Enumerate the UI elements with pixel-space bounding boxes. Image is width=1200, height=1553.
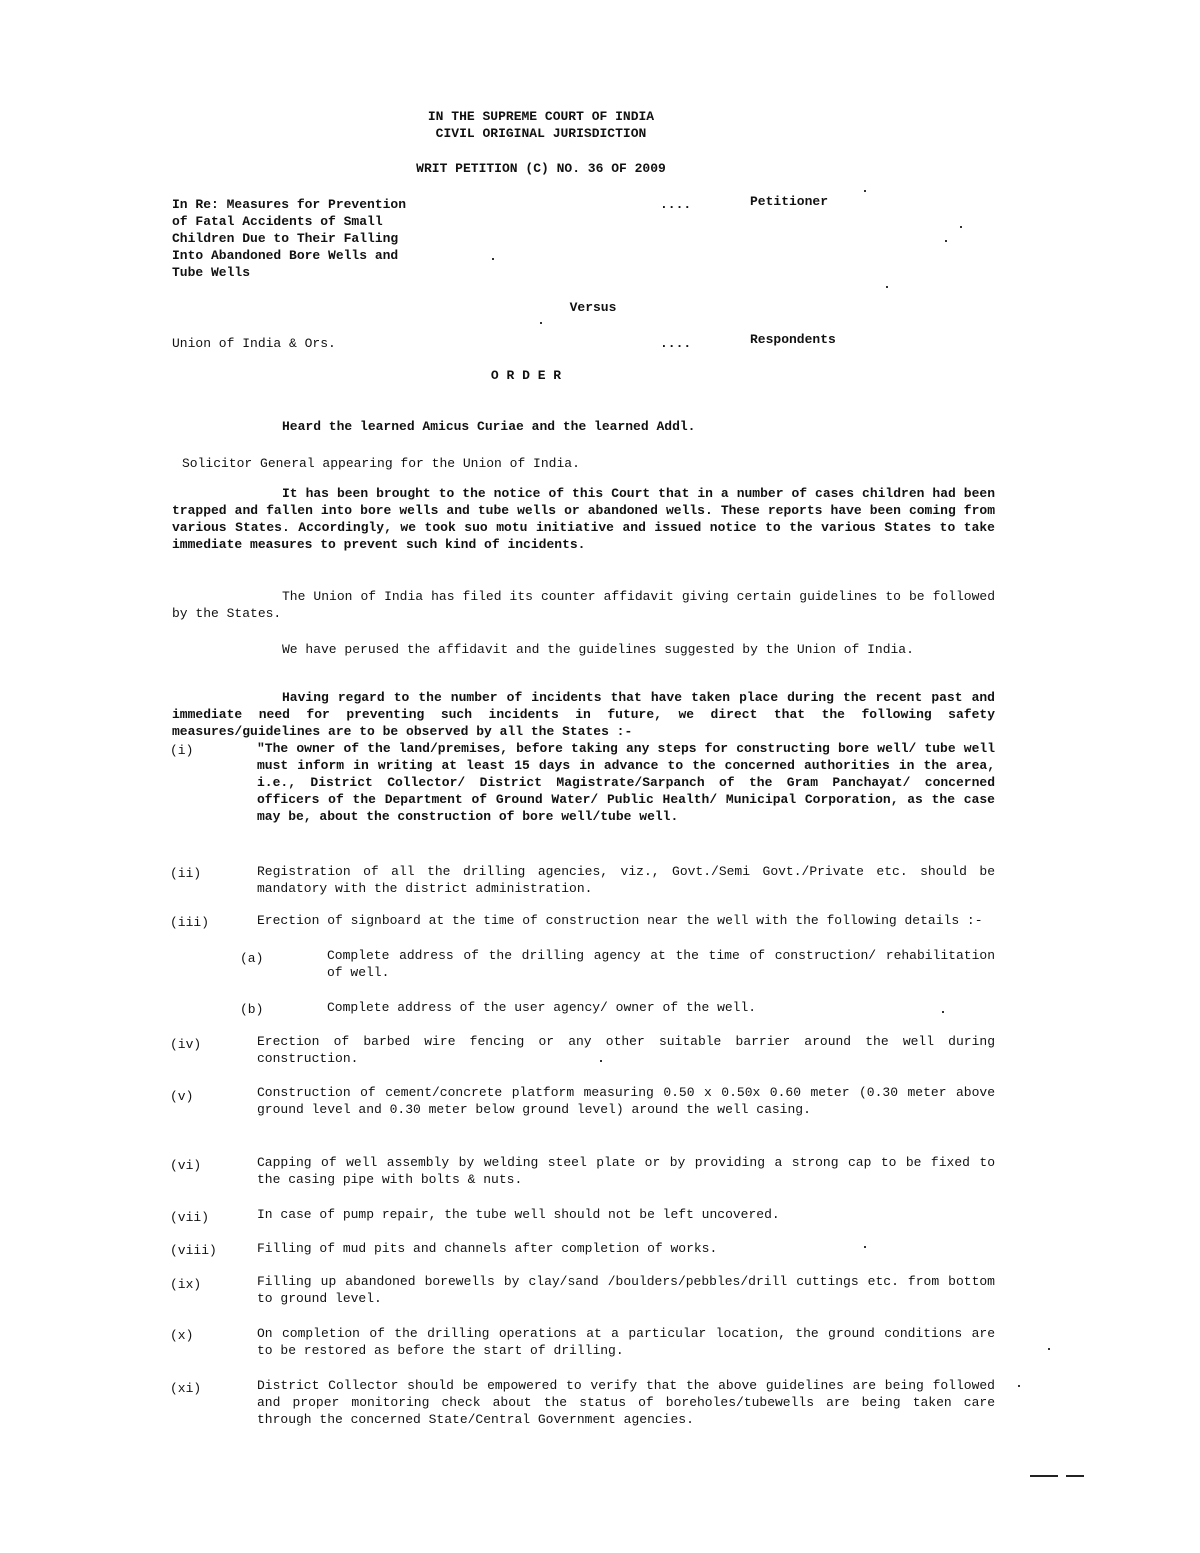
- respondent-dots: ....: [660, 336, 692, 351]
- petitioner-line: Into Abandoned Bore Wells and: [172, 248, 399, 263]
- paragraph-notice: It has been brought to the notice of this Court that in a number of cases children had been trapped and fallen into bore wells and tube wells or abandoned wells. These reports have been coming from various States. Accordingly, we took suo motu initiative and issued notice to the various States to take immediate measures to prevent such kind of incidents.: [172, 486, 995, 552]
- guideline-text: Registration of all the drilling agencies, viz., Govt./Semi Govt./Private etc. should be mandatory with the district administration.: [257, 864, 995, 896]
- petitioner-block: [172, 196, 406, 281]
- scan-speck: [600, 1060, 602, 1062]
- guideline-number: (ii): [170, 866, 202, 881]
- scan-speck: [864, 190, 866, 192]
- scan-speck: [1018, 1385, 1020, 1387]
- scan-speck: [960, 226, 962, 228]
- paragraph-solicitor: Solicitor General appearing for the Union of India.: [182, 456, 580, 471]
- guideline-text: Filling of mud pits and channels after completion of works.: [257, 1241, 718, 1256]
- guideline-number: (vii): [170, 1210, 210, 1225]
- scan-speck: [492, 258, 494, 260]
- petitioner-role: Petitioner: [750, 194, 829, 209]
- guideline-text: Capping of well assembly by welding steel plate or by providing a strong cap to be fixed to the casing pipe with bolts & nuts.: [257, 1155, 995, 1187]
- jurisdiction: CIVIL ORIGINAL JURISDICTION: [435, 126, 647, 141]
- subitem-text: Complete address of the drilling agency at the time of construction/ rehabilitation of well.: [327, 948, 995, 980]
- scan-speck: [945, 240, 947, 242]
- petitioner-line: In Re: Measures for Prevention: [172, 197, 407, 212]
- guideline-number: (viii): [170, 1243, 217, 1258]
- subitem-label: (a): [240, 951, 264, 966]
- guideline-number: (x): [170, 1328, 194, 1343]
- scan-speck: [1048, 1348, 1050, 1350]
- subitem-text: Complete address of the user agency/ owner of the well.: [327, 1000, 757, 1015]
- guideline-number: (ix): [170, 1277, 202, 1292]
- petitioner-line: of Fatal Accidents of Small: [172, 214, 383, 229]
- paragraph-heard: Heard the learned Amicus Curiae and the learned Addl.: [282, 419, 696, 434]
- guideline-text: "The owner of the land/premises, before taking any steps for constructing bore well/ tube well must inform in writing at least 15 days in advance to the concerned authorities in the area, i.e., District Collector/ District Magistrate/Sarpanch of the Gram Panchayat/ concerned officers of the Department of Ground Water/ Public Health/ Municipal Corporation, as the case may be, about the construction of bore well/tube well.: [257, 741, 995, 824]
- petitioner-dots: ....: [660, 197, 692, 212]
- guideline-number: (iv): [170, 1037, 202, 1052]
- guideline-text: On completion of the drilling operations at a particular location, the ground conditions are to be restored as before the start of drilling.: [257, 1326, 995, 1358]
- paragraph-directions: Having regard to the number of incidents that have taken place during the recent past and immediate need for preventing such incidents in future, we direct that the following safety measures/guidelines are to be observed by all the States :-: [172, 690, 995, 739]
- paragraph-affidavit: The Union of India has filed its counter affidavit giving certain guidelines to be followed by the States.: [172, 589, 995, 621]
- respondent-role: Respondents: [750, 332, 836, 347]
- guideline-text: District Collector should be empowered to verify that the above guidelines are being followed and proper monitoring check about the status of boreholes/tubewells are being taken care through the concerned State/Central Government agencies.: [257, 1378, 995, 1427]
- guideline-text: Erection of barbed wire fencing or any other suitable barrier around the well during construction.: [257, 1034, 995, 1066]
- guideline-number: (i): [170, 743, 194, 758]
- court-name: IN THE SUPREME COURT OF INDIA: [427, 109, 655, 124]
- guideline-number: (v): [170, 1089, 194, 1104]
- guideline-text: Construction of cement/concrete platform measuring 0.50 x 0.50x 0.60 meter (0.30 meter above ground level and 0.30 meter below ground level) around the well casing.: [257, 1085, 995, 1117]
- scan-speck: [942, 1011, 944, 1013]
- guideline-text: Filling up abandoned borewells by clay/sand /boulders/pebbles/drill cuttings etc. from bottom to ground level.: [257, 1274, 995, 1306]
- respondent-name: Union of India & Ors.: [172, 336, 336, 351]
- scan-mark: [1030, 1475, 1058, 1477]
- scan-mark: [1066, 1475, 1084, 1477]
- subitem-label: (b): [240, 1002, 264, 1017]
- versus: Versus: [569, 300, 617, 315]
- scan-speck: [540, 322, 542, 324]
- guideline-text: In case of pump repair, the tube well should not be left uncovered.: [257, 1207, 780, 1222]
- petitioner-line: Children Due to Their Falling: [172, 231, 399, 246]
- petitioner-line: Tube Wells: [172, 265, 251, 280]
- order-title: O R D E R: [490, 368, 562, 383]
- petition-number: WRIT PETITION (C) NO. 36 OF 2009: [416, 161, 666, 176]
- paragraph-perused: We have perused the affidavit and the guidelines suggested by the Union of India.: [282, 642, 914, 657]
- guideline-number: (vi): [170, 1158, 202, 1173]
- scan-speck: [886, 286, 888, 288]
- guideline-number: (xi): [170, 1381, 202, 1396]
- guideline-text: Erection of signboard at the time of construction near the well with the following details :-: [257, 913, 983, 928]
- scan-speck: [864, 1246, 866, 1248]
- guideline-number: (iii): [170, 915, 210, 930]
